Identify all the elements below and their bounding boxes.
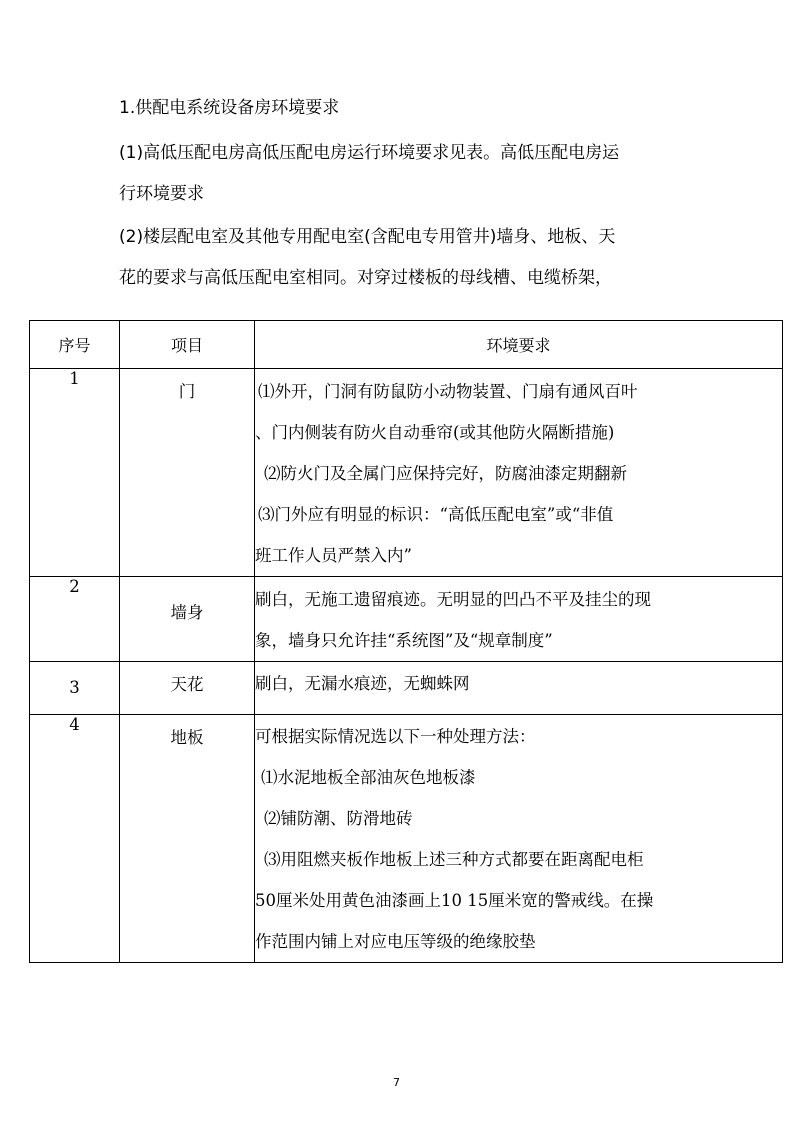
row-requirement	[255, 577, 783, 662]
row-requirement	[255, 662, 783, 715]
requirement-line: ⑵铺防潮、防滑地砖	[264, 809, 413, 828]
row-item: 天花	[120, 662, 255, 715]
requirement-line: 刷白，无漏水痕迹，无蜘蛛网	[255, 674, 470, 693]
requirement-line: 50厘米处用黄色油漆画上10 15厘米宽的警戒线。在操	[255, 891, 654, 910]
requirement-line: ⑴外开，门洞有防鼠防小动物装置、门扇有通风百叶	[258, 382, 638, 401]
row-requirement	[255, 369, 783, 577]
requirement-line: ⑶门外应有明显的标识：“高低压配电室”或“非值	[258, 505, 614, 524]
requirement-line: ⑶用阻燃夹板作地板上述三种方式都要在距离配电柜	[264, 850, 644, 869]
requirement-line: 可根据实际情况选以下一种处理方法：	[255, 727, 536, 746]
paragraph-line: 行环境要求	[119, 184, 204, 204]
row-item: 墙身	[120, 577, 255, 662]
page-number: 7	[393, 1076, 400, 1089]
paragraph-line: (1)高低压配电房高低压配电房运行环境要求见表。高低压配电房运	[119, 143, 620, 163]
requirement-line: 刷白，无施工遗留痕迹。无明显的凹凸不平及挂尘的现	[255, 590, 651, 609]
row-number: 3	[30, 662, 120, 715]
row-number: 2	[30, 577, 120, 662]
environment-requirements-table	[29, 320, 783, 963]
row-number: 4	[30, 715, 120, 963]
table-row	[30, 369, 783, 577]
paragraph-line: (2)楼层配电室及其他专用配电室(含配电专用管井)墙身、地板、天	[119, 227, 616, 247]
row-item: 地板	[120, 715, 255, 963]
paragraph-line: 花的要求与高低压配电室相同。对穿过楼板的母线槽、电缆桥架，	[119, 268, 612, 288]
requirement-line: 作范围内铺上对应电压等级的绝缘胶垫	[255, 932, 536, 951]
row-item: 门	[120, 369, 255, 577]
table-row	[30, 577, 783, 662]
header-item: 项目	[120, 321, 255, 369]
row-requirement	[255, 715, 783, 963]
table-row	[30, 662, 783, 715]
section-heading: 1.供配电系统设备房环境要求	[119, 98, 340, 118]
table-row	[30, 715, 783, 963]
requirement-line: 班工作人员严禁入内”	[255, 546, 412, 565]
requirement-line: 象，墙身只允许挂“系统图”及“规章制度”	[255, 631, 553, 650]
table-header-row	[30, 321, 783, 369]
requirement-line: ⑵防火门及全属门应保持完好，防腐油漆定期翻新	[264, 464, 627, 483]
header-number: 序号	[30, 321, 120, 369]
row-number: 1	[30, 369, 120, 577]
header-requirement: 环境要求	[255, 321, 783, 369]
requirement-line: 、门内侧装有防火自动垂帘(或其他防火隔断措施)	[255, 423, 615, 442]
requirement-line: ⑴水泥地板全部油灰色地板漆	[261, 768, 476, 787]
